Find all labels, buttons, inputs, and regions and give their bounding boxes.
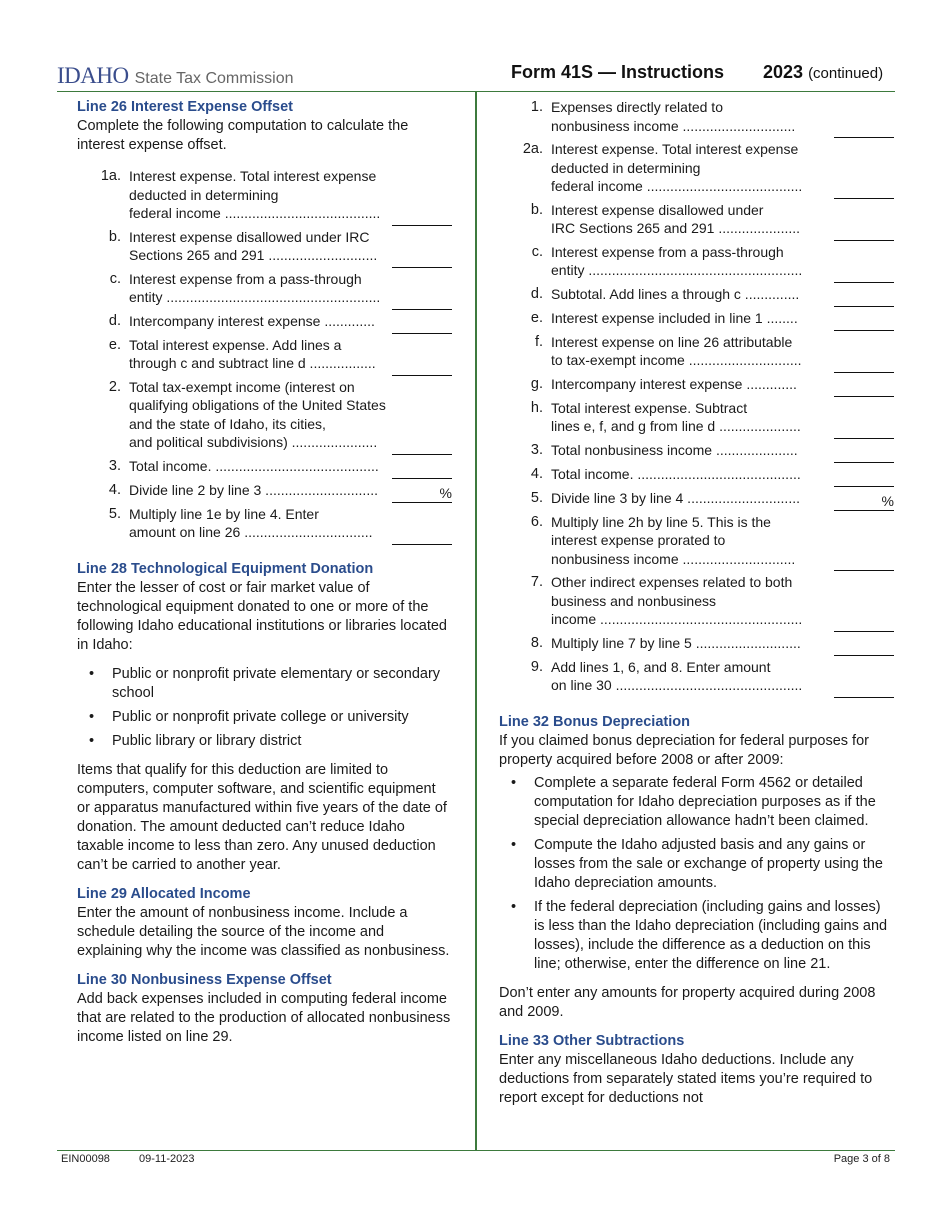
line-text: Other indirect expenses related to both business and nonbusiness bbox=[551, 574, 793, 609]
bullet-item: • Public or nonprofit private college or university bbox=[77, 708, 452, 727]
section-body: Enter the amount of nonbusiness income. Include a schedule detailing the source of the income and explaining why the income was classified as nonbusiness. bbox=[77, 904, 450, 959]
amount-field[interactable] bbox=[392, 291, 452, 310]
line-text: Total tax-exempt income (interest on qualifying obligations of the United States and the state of Idaho, its cities, bbox=[129, 378, 386, 432]
line-number: h. bbox=[530, 399, 543, 416]
page-header bbox=[57, 60, 895, 92]
line-description bbox=[551, 573, 811, 629]
bullet-list bbox=[77, 665, 452, 751]
line-number: g. bbox=[530, 375, 543, 392]
line-number: b. bbox=[530, 201, 543, 218]
line-number: 7. bbox=[530, 574, 543, 590]
line-leader-text: Total income. .......................................... bbox=[551, 465, 801, 482]
section-outro: Don’t enter any amounts for property acquired during 2008 and 2009. bbox=[499, 984, 876, 1020]
section-intro: If you claimed bonus depreciation for federal purposes for property acquired before 2008 or after 2009: bbox=[499, 732, 869, 768]
section-line-33 bbox=[499, 1032, 894, 1108]
section-title: Line 26 Interest Expense Offset bbox=[77, 99, 293, 115]
section-intro: Complete the following computation to calculate the interest expense offset. bbox=[77, 118, 409, 153]
worksheet-line bbox=[499, 573, 894, 629]
line-text: Total interest expense. Add lines a bbox=[129, 336, 342, 353]
amount-field[interactable] bbox=[392, 249, 452, 268]
bullet-list bbox=[499, 774, 894, 974]
line-leader-text: income .................................................... bbox=[551, 611, 803, 627]
section-line-29 bbox=[77, 885, 452, 961]
line-description bbox=[129, 228, 387, 265]
line-text: Expenses directly related to bbox=[551, 99, 723, 115]
line-text: Interest expense from a pass-through bbox=[129, 270, 362, 287]
line-leader-text: nonbusiness income ............................. bbox=[551, 550, 796, 567]
amount-field[interactable] bbox=[834, 552, 894, 571]
line-number: b. bbox=[108, 228, 121, 245]
line-text: Interest expense. Total interest expense deducted in determining bbox=[551, 141, 799, 176]
worksheet-line bbox=[499, 489, 894, 508]
line-text: Interest expense disallowed under IRC bbox=[129, 228, 370, 245]
worksheet-line bbox=[77, 167, 452, 223]
line-number: 4. bbox=[530, 465, 543, 482]
line-description bbox=[551, 285, 811, 304]
line-text: Interest expense on line 26 attributable bbox=[551, 333, 793, 350]
line-leader-text: federal income ........................................ bbox=[129, 205, 381, 221]
worksheet-line bbox=[77, 481, 452, 500]
worksheet-line bbox=[77, 270, 452, 307]
worksheet-line bbox=[499, 441, 894, 460]
line-description bbox=[129, 481, 387, 500]
line-description bbox=[129, 505, 387, 542]
line-leader-text: on line 30 ................................................ bbox=[551, 677, 803, 693]
line-leader-text: Subtotal. Add lines a through c .............. bbox=[551, 285, 800, 302]
line-description bbox=[129, 336, 387, 373]
column-divider bbox=[475, 92, 477, 1150]
section-line-28 bbox=[77, 560, 452, 875]
line-leader-text: entity ....................................................... bbox=[129, 289, 381, 305]
line-leader-text: Multiply line 7 by line 5 ........................... bbox=[551, 634, 801, 651]
amount-field[interactable] bbox=[834, 222, 894, 241]
amount-field[interactable] bbox=[834, 420, 894, 439]
line-number: e. bbox=[108, 336, 121, 353]
line-description bbox=[551, 140, 811, 196]
idaho-logo bbox=[57, 63, 293, 89]
section-title: Line 32 Bonus Depreciation bbox=[499, 713, 690, 730]
worksheet-line bbox=[77, 457, 452, 476]
amount-field[interactable] bbox=[834, 679, 894, 698]
line-description bbox=[129, 378, 387, 452]
continued-label: (continued) bbox=[808, 65, 884, 82]
line-text: Multiply line 2h by line 5. This is the interest expense prorated to bbox=[551, 513, 771, 548]
line-number: f. bbox=[534, 333, 543, 350]
form-title: Form 41S — Instructions bbox=[511, 62, 725, 82]
line-text: Interest expense disallowed under bbox=[551, 201, 764, 218]
amount-field[interactable] bbox=[834, 312, 894, 331]
line-number: 3. bbox=[108, 457, 121, 474]
amount-field[interactable] bbox=[834, 288, 894, 307]
line-number: 9. bbox=[530, 658, 543, 675]
line-description bbox=[129, 270, 387, 307]
line-text: Multiply line 1e by line 4. Enter bbox=[129, 505, 319, 522]
amount-field[interactable] bbox=[834, 180, 894, 199]
line-leader-text: Interest expense included in line 1 ........ bbox=[551, 309, 798, 326]
section-intro: Enter the lesser of cost or fair market value of technological equipment donated to one or more of the following Idaho educational institutions or libraries located in Idaho: bbox=[77, 579, 447, 653]
line-number: 3. bbox=[530, 441, 543, 458]
amount-field[interactable] bbox=[834, 468, 894, 487]
line-description bbox=[551, 399, 811, 436]
line-number: c. bbox=[109, 270, 121, 287]
amount-field[interactable] bbox=[834, 378, 894, 397]
line-number: 4. bbox=[108, 481, 121, 498]
line-leader-text: lines e, f, and g from line d ..................... bbox=[551, 418, 801, 434]
line-leader-text: federal income ........................................ bbox=[551, 178, 803, 194]
line-number: 6. bbox=[530, 513, 543, 530]
line-leader-text: Sections 265 and 291 ............................ bbox=[129, 247, 378, 263]
section-body: Add back expenses included in computing federal income that are related to the production of allocated nonbusiness income listed on line 29. bbox=[77, 990, 451, 1045]
revision-date: 09-11-2023 bbox=[139, 1153, 195, 1165]
bullet-item: • Compute the Idaho adjusted basis and any gains or losses from the sale or exchange of property using the Idaho depreciation amounts. bbox=[499, 836, 894, 893]
line-text: Total interest expense. Subtract bbox=[551, 399, 748, 416]
worksheet-line bbox=[77, 228, 452, 265]
worksheet-line bbox=[499, 98, 894, 135]
amount-field[interactable] bbox=[834, 637, 894, 656]
line-number: c. bbox=[531, 243, 543, 260]
line-number: 8. bbox=[530, 634, 543, 651]
amount-field[interactable] bbox=[392, 315, 452, 334]
form-code: EIN00098 bbox=[61, 1153, 110, 1165]
form-year bbox=[763, 62, 883, 83]
left-column bbox=[77, 98, 452, 1057]
line-number: 5. bbox=[530, 489, 543, 506]
line-description bbox=[551, 489, 811, 508]
line-leader-text: Intercompany interest expense ............. bbox=[129, 312, 375, 329]
worksheet-line bbox=[499, 201, 894, 238]
worksheet-line bbox=[77, 378, 452, 452]
section-title: Line 33 Other Subtractions bbox=[499, 1032, 685, 1049]
line-number: 1. bbox=[530, 99, 543, 115]
worksheet-line-30 bbox=[499, 98, 894, 695]
line-number: 1a. bbox=[100, 168, 121, 184]
worksheet-line bbox=[499, 333, 894, 370]
bullet-item: • Public or nonprofit private elementary or secondary school bbox=[77, 665, 452, 703]
line-leader-text: Total income. .......................................... bbox=[129, 457, 379, 474]
worksheet-line bbox=[499, 658, 894, 695]
worksheet-line-26 bbox=[77, 167, 452, 542]
worksheet-line bbox=[77, 505, 452, 542]
line-leader-text: through c and subtract line d ................. bbox=[129, 355, 376, 371]
line-number: 5. bbox=[108, 505, 121, 522]
line-leader-text: Divide line 3 by line 4 ............................. bbox=[551, 489, 800, 506]
worksheet-line bbox=[499, 399, 894, 436]
worksheet-line bbox=[499, 285, 894, 304]
amount-field[interactable] bbox=[834, 264, 894, 283]
line-description bbox=[551, 634, 811, 653]
logo-commission-name: State Tax Commission bbox=[134, 70, 294, 87]
line-leader-text: and political subdivisions) ...................... bbox=[129, 434, 378, 450]
line-description bbox=[551, 441, 811, 460]
amount-field[interactable] bbox=[392, 357, 452, 376]
line-number: 2a. bbox=[522, 141, 543, 157]
bullet-item: • Complete a separate federal Form 4562 or detailed computation for Idaho depreciation purposes as if the special depreciation allowance hadn’t been claimed. bbox=[499, 774, 894, 831]
line-description bbox=[551, 309, 811, 328]
line-leader-text: Intercompany interest expense ............. bbox=[551, 375, 797, 392]
line-description bbox=[129, 457, 387, 476]
line-leader-text: nonbusiness income ............................. bbox=[551, 117, 796, 134]
line-description bbox=[551, 513, 811, 569]
section-line-32 bbox=[499, 713, 894, 1022]
section-outro: Items that qualify for this deduction are limited to computers, computer software, and scientific equipment or apparatus manufactured within five years of the date of donation. The amount deducted can’t reduce Idaho taxable income to less than zero. Any unused deduction can’t be carried to another year. bbox=[77, 761, 447, 873]
line-text: Add lines 1, 6, and 8. Enter amount bbox=[551, 658, 771, 675]
line-text: Interest expense. Total interest expense deducted in determining bbox=[129, 168, 377, 203]
section-title: Line 30 Nonbusiness Expense Offset bbox=[77, 971, 332, 988]
year-value: 2023 bbox=[763, 62, 804, 82]
amount-field[interactable] bbox=[392, 460, 452, 479]
section-line-30 bbox=[77, 971, 452, 1047]
bullet-item: • If the federal depreciation (including gains and losses) is less than the Idaho depreciation (including gains and losses), include the difference as a deduction on this line; otherwise, enter the difference on line 21. bbox=[499, 898, 894, 974]
line-number: d. bbox=[108, 312, 121, 329]
amount-field[interactable] bbox=[834, 119, 894, 138]
worksheet-line bbox=[499, 243, 894, 280]
amount-field[interactable] bbox=[392, 436, 452, 455]
line-description bbox=[551, 201, 811, 238]
worksheet-line bbox=[499, 309, 894, 328]
section-title: Line 29 Allocated Income bbox=[77, 885, 251, 902]
line-leader-text: IRC Sections 265 and 291 ..................... bbox=[551, 220, 801, 236]
line-description bbox=[551, 333, 811, 370]
footer-divider bbox=[57, 1150, 895, 1151]
amount-field[interactable] bbox=[392, 526, 452, 545]
line-description bbox=[551, 658, 811, 695]
line-description bbox=[129, 167, 387, 223]
worksheet-line bbox=[499, 375, 894, 394]
line-number: d. bbox=[530, 285, 543, 302]
amount-field[interactable] bbox=[834, 354, 894, 373]
worksheet-line bbox=[499, 140, 894, 196]
line-leader-text: to tax-exempt income ............................. bbox=[551, 352, 802, 368]
amount-field[interactable]: % bbox=[392, 484, 452, 503]
line-leader-text: Total nonbusiness income ..................... bbox=[551, 441, 798, 458]
line-description bbox=[551, 375, 811, 394]
section-line-26 bbox=[77, 98, 452, 542]
line-text: Interest expense from a pass-through bbox=[551, 243, 784, 260]
line-number: 2. bbox=[108, 378, 121, 395]
section-body: Enter any miscellaneous Idaho deductions. Include any deductions from separately stated items you’re required to report except for deductions not bbox=[499, 1051, 873, 1106]
page-number: Page 3 of 8 bbox=[833, 1153, 890, 1165]
logo-idaho-wordmark: IDAHO bbox=[57, 63, 129, 88]
worksheet-line bbox=[499, 634, 894, 653]
bullet-item: • Public library or library district bbox=[77, 732, 452, 751]
worksheet-line bbox=[77, 336, 452, 373]
line-leader-text: amount on line 26 ................................. bbox=[129, 524, 373, 540]
line-leader-text: Divide line 2 by line 3 ............................. bbox=[129, 481, 378, 498]
worksheet-line bbox=[499, 465, 894, 484]
line-description bbox=[129, 312, 387, 331]
line-description bbox=[551, 98, 811, 135]
line-description bbox=[551, 243, 811, 280]
amount-field[interactable] bbox=[834, 444, 894, 463]
amount-field[interactable]: % bbox=[834, 492, 894, 511]
line-description bbox=[551, 465, 811, 484]
amount-field[interactable] bbox=[392, 207, 452, 226]
line-leader-text: entity ....................................................... bbox=[551, 262, 803, 278]
line-number: e. bbox=[530, 309, 543, 326]
amount-field[interactable] bbox=[834, 613, 894, 632]
worksheet-line bbox=[77, 312, 452, 331]
worksheet-line bbox=[499, 513, 894, 569]
right-column bbox=[499, 98, 894, 1118]
section-title: Line 28 Technological Equipment Donation bbox=[77, 560, 374, 577]
